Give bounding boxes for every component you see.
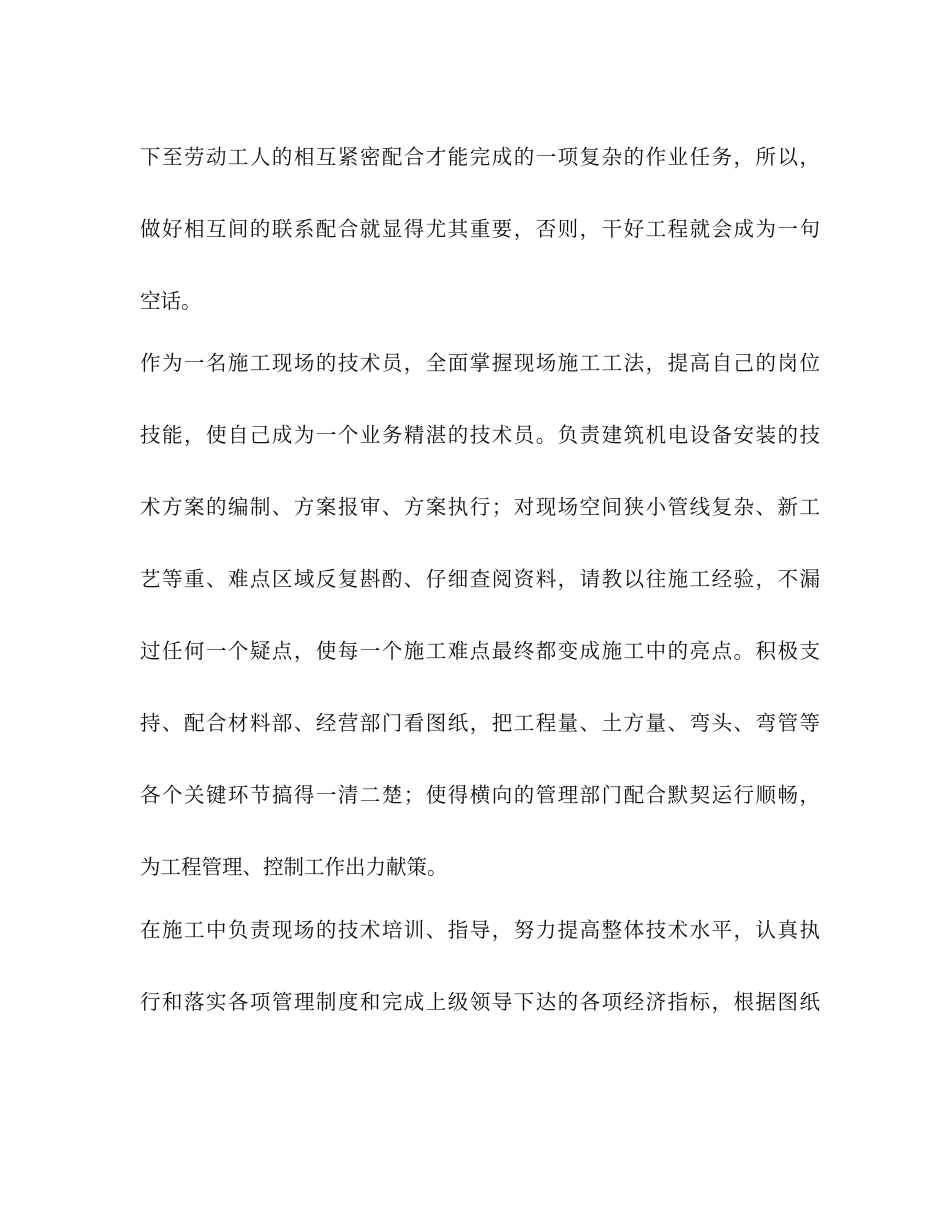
- text-line: 为工程管理、控制工作出力献策。: [140, 855, 448, 879]
- text-line: 技能，使自己成为一个业务精湛的技术员。负责建筑机电设备安装的技: [140, 423, 820, 447]
- text-line: 行和落实各项管理制度和完成上级领导下达的各项经济指标，根据图纸: [140, 990, 820, 1014]
- text-line: 做好相互间的联系配合就显得尤其重要，否则，干好工程就会成为一句: [140, 217, 820, 241]
- text-line: 艺等重、难点区域反复斟酌、仔细查阅资料，请教以往施工经验，不漏: [140, 567, 820, 591]
- text-line: 在施工中负责现场的技术培训、指导，努力提高整体技术水平，认真执: [140, 918, 820, 942]
- text-line: 术方案的编制、方案报审、方案执行；对现场空间狭小管线复杂、新工: [140, 495, 820, 519]
- text-line: 持、配合材料部、经营部门看图纸，把工程量、土方量、弯头、弯管等: [140, 711, 820, 735]
- text-line: 下至劳动工人的相互紧密配合才能完成的一项复杂的作业任务，所以，: [140, 145, 820, 169]
- text-line: 各个关键环节搞得一清二楚；使得横向的管理部门配合默契运行顺畅，: [140, 783, 820, 807]
- text-line: 空话。: [140, 289, 202, 313]
- text-line: 过任何一个疑点，使每一个施工难点最终都变成施工中的亮点。积极支: [140, 639, 820, 663]
- text-line: 作为一名施工现场的技术员，全面掌握现场施工工法，提高自己的岗位: [140, 351, 820, 375]
